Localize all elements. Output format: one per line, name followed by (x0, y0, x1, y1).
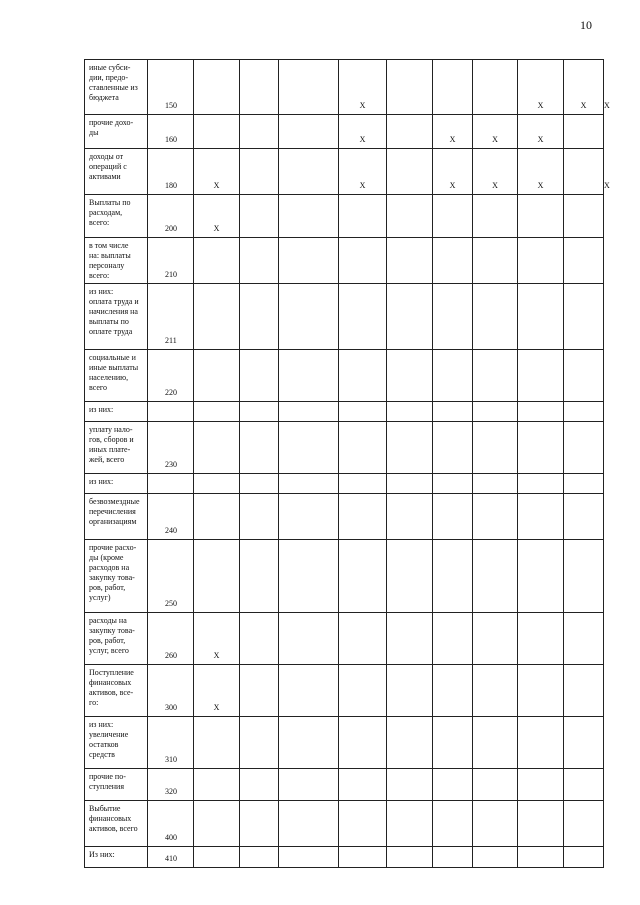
value-cell (473, 284, 518, 350)
value-cell (433, 350, 473, 402)
value-cell (387, 717, 433, 769)
table-body (85, 60, 610, 868)
value-cell (279, 350, 339, 402)
table-row (85, 847, 604, 868)
value-cell (339, 769, 387, 801)
value-cell (240, 801, 279, 847)
value-cell (518, 769, 564, 801)
value-cell (279, 149, 339, 195)
value-cell (433, 402, 473, 422)
value-cell (518, 494, 564, 540)
row-name-cell: иные субси- дии, предо- ставленные из бюджета (85, 60, 148, 115)
value-cell (433, 540, 473, 613)
table-row (85, 717, 604, 769)
value-cell (240, 665, 279, 717)
value-cell (433, 238, 473, 284)
value-cell (240, 350, 279, 402)
value-cell (473, 494, 518, 540)
table-row (85, 494, 604, 540)
value-cell (387, 60, 433, 115)
value-cell (240, 613, 279, 665)
row-name-cell: расходы на закупку това- ров, работ, услуг, всего (85, 613, 148, 665)
value-cell (518, 284, 564, 350)
value-cell (387, 801, 433, 847)
value-cell (387, 613, 433, 665)
value-cell (518, 665, 564, 717)
value-cell: X (339, 60, 387, 115)
table-row (85, 769, 604, 801)
value-cell (339, 284, 387, 350)
value-cell (518, 238, 564, 284)
row-code-cell: 211 (148, 284, 194, 350)
value-cell: X (339, 149, 387, 195)
value-cell (339, 402, 387, 422)
value-cell (564, 238, 604, 284)
value-cell (279, 494, 339, 540)
value-cell (339, 238, 387, 284)
value-cell (279, 422, 339, 474)
value-cell (433, 801, 473, 847)
row-code-cell: 300 (148, 665, 194, 717)
row-code-cell: 410 (148, 847, 194, 868)
value-cell (194, 402, 240, 422)
value-cell: X (518, 115, 564, 149)
row-code-cell: 210 (148, 238, 194, 284)
table-row: доходы от операций с активами 180 X X X X X X (85, 149, 604, 195)
value-cell (279, 847, 339, 868)
value-cell (339, 717, 387, 769)
value-cell (194, 717, 240, 769)
row-name-cell: Выплаты по расходам, всего: (85, 195, 148, 238)
value-cell (564, 847, 604, 868)
value-cell (518, 847, 564, 868)
value-cell (564, 402, 604, 422)
value-cell (433, 613, 473, 665)
row-name-cell: из них: увеличение остатков средств (85, 717, 148, 769)
row-code-cell: 400 (148, 801, 194, 847)
value-cell (473, 350, 518, 402)
value-cell: X (194, 613, 240, 665)
row-code-cell: 260 (148, 613, 194, 665)
value-cell (194, 801, 240, 847)
row-code-cell: 310 (148, 717, 194, 769)
value-cell (387, 115, 433, 149)
value-cell: X (194, 195, 240, 238)
value-cell (433, 717, 473, 769)
value-cell (240, 422, 279, 474)
value-cell (564, 769, 604, 801)
row-name-cell: безвозмездные перечисления организациям (85, 494, 148, 540)
row-code-cell (148, 474, 194, 494)
value-cell: X (433, 115, 473, 149)
table-row (85, 238, 604, 284)
table-row (85, 350, 604, 402)
value-cell (473, 847, 518, 868)
table-row (85, 801, 604, 847)
value-cell (564, 717, 604, 769)
value-cell (279, 474, 339, 494)
value-cell (473, 422, 518, 474)
page-number: 10 (580, 18, 592, 32)
value-cell (433, 284, 473, 350)
value-cell (387, 665, 433, 717)
row-code-cell: 160 (148, 115, 194, 149)
value-cell (279, 769, 339, 801)
value-cell (564, 195, 604, 238)
value-cell (339, 613, 387, 665)
value-cell (518, 717, 564, 769)
row-code-cell: 150 (148, 60, 194, 115)
value-cell (194, 350, 240, 402)
value-cell (433, 422, 473, 474)
row-name-cell: прочие дохо- ды (85, 115, 148, 149)
row-code-cell (148, 402, 194, 422)
row-code-cell: 180 (148, 149, 194, 195)
value-cell (564, 115, 604, 149)
value-cell (279, 801, 339, 847)
value-cell (194, 60, 240, 115)
value-cell (240, 115, 279, 149)
row-name-cell: из них: (85, 474, 148, 494)
table-row (85, 402, 604, 422)
table-row (85, 613, 604, 665)
value-cell (518, 350, 564, 402)
value-cell (387, 284, 433, 350)
value-cell (387, 474, 433, 494)
value-cell: X (473, 115, 518, 149)
value-cell (473, 402, 518, 422)
value-cell (473, 665, 518, 717)
value-cell: X (518, 149, 564, 195)
value-cell (339, 847, 387, 868)
value-cell (387, 540, 433, 613)
value-cell: X (473, 149, 518, 195)
value-cell (518, 402, 564, 422)
value-cell (279, 402, 339, 422)
value-cell (279, 717, 339, 769)
value-cell (387, 195, 433, 238)
value-cell (433, 60, 473, 115)
value-cell (387, 238, 433, 284)
value-cell (564, 801, 604, 847)
row-name-cell: прочие по- ступления (85, 769, 148, 801)
value-cell (339, 350, 387, 402)
value-cell (473, 613, 518, 665)
value-cell: X (564, 60, 604, 115)
table-row: иные субси- дии, предо- ставленные из бюджета 150 X X X X (85, 60, 604, 115)
value-cell (387, 422, 433, 474)
value-cell (339, 801, 387, 847)
value-cell: X (194, 665, 240, 717)
value-cell (518, 801, 564, 847)
budget-table (84, 59, 610, 868)
value-cell (564, 540, 604, 613)
value-cell (240, 402, 279, 422)
value-cell (518, 474, 564, 494)
value-cell (564, 613, 604, 665)
value-cell (473, 60, 518, 115)
value-cell (339, 494, 387, 540)
value-cell (194, 769, 240, 801)
row-name-cell: из них: оплата труда и начисления на выплаты по оплате труда (85, 284, 148, 350)
value-cell (240, 195, 279, 238)
value-cell (473, 801, 518, 847)
value-cell (387, 847, 433, 868)
row-code-cell: 200 (148, 195, 194, 238)
value-cell (387, 149, 433, 195)
value-cell (279, 284, 339, 350)
row-code-cell: 320 (148, 769, 194, 801)
value-cell (194, 115, 240, 149)
value-cell (433, 665, 473, 717)
value-cell (387, 402, 433, 422)
value-cell (279, 195, 339, 238)
value-cell (240, 60, 279, 115)
value-cell (194, 540, 240, 613)
value-cell (194, 494, 240, 540)
value-cell (240, 847, 279, 868)
value-cell (564, 474, 604, 494)
value-cell (564, 350, 604, 402)
value-cell (473, 474, 518, 494)
row-code-cell: 230 (148, 422, 194, 474)
value-cell (339, 422, 387, 474)
value-cell (387, 769, 433, 801)
value-cell (194, 238, 240, 284)
value-cell (279, 60, 339, 115)
table-row (85, 540, 604, 613)
value-cell (194, 847, 240, 868)
value-cell (240, 494, 279, 540)
row-name-cell: Из них: (85, 847, 148, 868)
value-cell (240, 769, 279, 801)
table-row (85, 115, 604, 149)
table-row (85, 284, 604, 350)
value-cell (339, 195, 387, 238)
value-cell (194, 284, 240, 350)
value-cell (279, 238, 339, 284)
value-cell (564, 284, 604, 350)
value-cell (518, 195, 564, 238)
value-cell (473, 540, 518, 613)
row-code-cell: 250 (148, 540, 194, 613)
value-cell (194, 422, 240, 474)
value-cell: X (339, 115, 387, 149)
row-code-cell: 240 (148, 494, 194, 540)
value-cell: X (518, 60, 564, 115)
value-cell (339, 474, 387, 494)
row-name-cell: из них: (85, 402, 148, 422)
row-name-cell: Поступление финансовых активов, все- го: (85, 665, 148, 717)
value-cell: X (433, 149, 473, 195)
row-name-cell: прочие расхо- ды (кроме расходов на закупку това- ров, работ, услуг) (85, 540, 148, 613)
value-cell (564, 494, 604, 540)
table-row (85, 422, 604, 474)
value-cell (240, 149, 279, 195)
value-cell (387, 350, 433, 402)
row-code-cell: 220 (148, 350, 194, 402)
value-cell (518, 540, 564, 613)
value-cell (564, 149, 604, 195)
row-name-cell: в том числе на: выплаты персоналу всего: (85, 238, 148, 284)
table-row (85, 474, 604, 494)
value-cell (473, 238, 518, 284)
row-name-cell: социальные и иные выплаты населению, всего (85, 350, 148, 402)
value-cell (564, 422, 604, 474)
value-cell (194, 474, 240, 494)
value-cell (433, 195, 473, 238)
value-cell (240, 238, 279, 284)
row-name-cell: Выбытие финансовых активов, всего (85, 801, 148, 847)
value-cell (473, 717, 518, 769)
value-cell (240, 717, 279, 769)
row-name-cell: доходы от операций с активами (85, 149, 148, 195)
value-cell (279, 115, 339, 149)
value-cell (279, 540, 339, 613)
value-cell (339, 665, 387, 717)
value-cell: X (194, 149, 240, 195)
value-cell (473, 769, 518, 801)
value-cell (433, 494, 473, 540)
value-cell (387, 494, 433, 540)
value-cell (433, 474, 473, 494)
value-cell (279, 665, 339, 717)
value-cell (518, 613, 564, 665)
value-cell (518, 422, 564, 474)
value-cell (564, 665, 604, 717)
value-cell (279, 613, 339, 665)
value-cell (240, 474, 279, 494)
value-cell (240, 284, 279, 350)
value-cell (473, 195, 518, 238)
table-row (85, 195, 604, 238)
table-row (85, 665, 604, 717)
value-cell (240, 540, 279, 613)
row-name-cell: уплату нало- гов, сборов и иных плате- жей, всего (85, 422, 148, 474)
value-cell (433, 847, 473, 868)
value-cell (339, 540, 387, 613)
value-cell (433, 769, 473, 801)
